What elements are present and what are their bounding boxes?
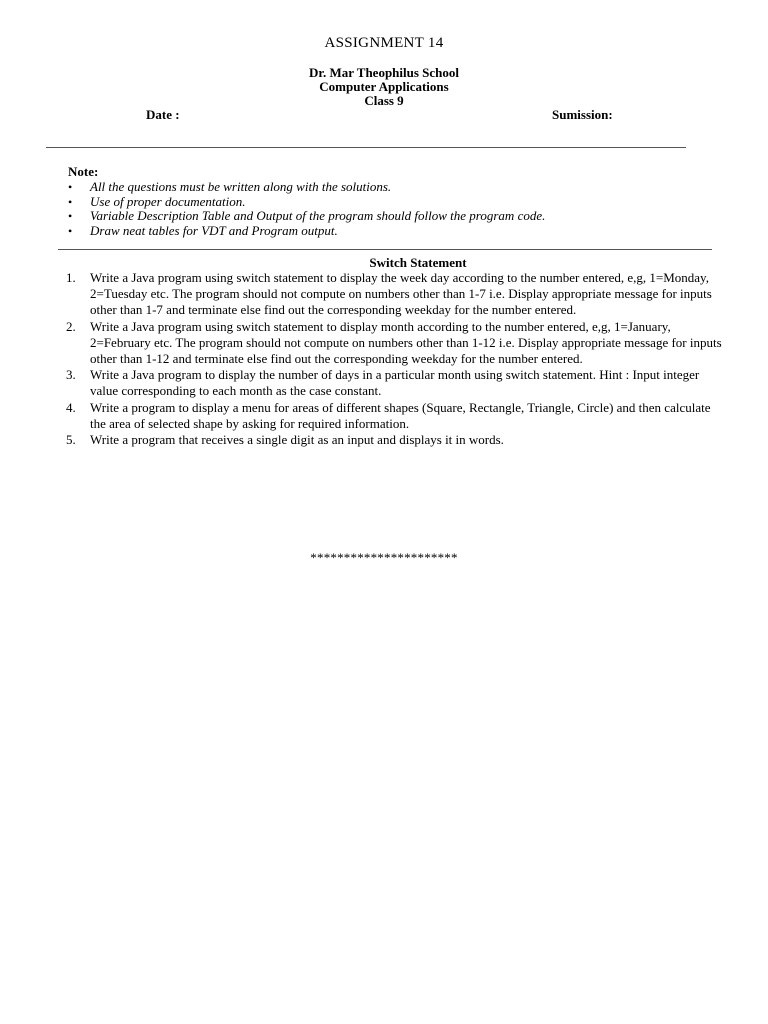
note-list [68, 180, 708, 238]
question-number: 3. [66, 367, 76, 383]
question-text: Write a program that receives a single digit as an input and displays it in words. [90, 432, 504, 448]
question-item [66, 400, 726, 432]
question-text: Write a program to display a menu for areas of different shapes (Square, Rectangle, Triangle, Circle) and then calculate the area of selected shape by asking for required information. [90, 399, 711, 431]
question-number: 2. [66, 318, 76, 334]
question-number: 1. [66, 270, 76, 285]
question-number: 4. [66, 399, 76, 415]
note-heading: Note: [68, 164, 99, 179]
question-item [66, 319, 726, 368]
note-item: • Use of proper documentation. [68, 193, 246, 209]
note-item: • All the questions must be written along with the solutions. [68, 179, 392, 194]
notes-divider [58, 249, 712, 250]
question-text: Write a Java program using switch statement to display the week day according to the number entered, e,g, 1=Monday, 2=Tuesday etc. The program should not compute on numbers other than 1-7 i.e. Display appropriate message for inputs other than 1-7 and terminate else find out the corresponding weekday for the number entered. [90, 270, 712, 318]
question-number: 5. [66, 432, 76, 448]
bullet-icon: • [68, 209, 73, 224]
section-title: Switch Statement [369, 255, 467, 270]
school-name: Dr. Mar Theophilus School [308, 65, 460, 80]
note-item: • Variable Description Table and Output of the program should follow the program code. [68, 208, 546, 224]
question-list [66, 270, 726, 448]
question-item [66, 432, 726, 448]
bullet-icon: • [68, 223, 73, 238]
question-item [66, 270, 726, 319]
footer-stars: ********************** [310, 550, 458, 565]
question-item [66, 367, 726, 399]
header-divider [46, 147, 686, 148]
subject-name: Computer Applications [319, 79, 449, 94]
question-text: Write a Java program to display the number of days in a particular month using switch statement. Hint : Input integer value corresponding to each month as the case constant. [90, 367, 700, 399]
question-text: Write a Java program using switch statement to display month according to the number entered, e,g, 1=January, 2=February etc. The program should not compute on numbers other than 1-12 i.e. Display appropriate message for inputs other than 1-12 and terminate else find out the corresponding weekday for the number entered. [90, 318, 722, 367]
bullet-icon: • [68, 180, 73, 194]
note-item: • Draw neat tables for VDT and Program output. [68, 222, 338, 238]
submission-label: Sumission: [552, 107, 613, 122]
date-label: Date : [146, 107, 180, 122]
bullet-icon: • [68, 194, 73, 209]
assignment-title: ASSIGNMENT 14 [324, 35, 444, 51]
class-name: Class 9 [364, 93, 404, 108]
